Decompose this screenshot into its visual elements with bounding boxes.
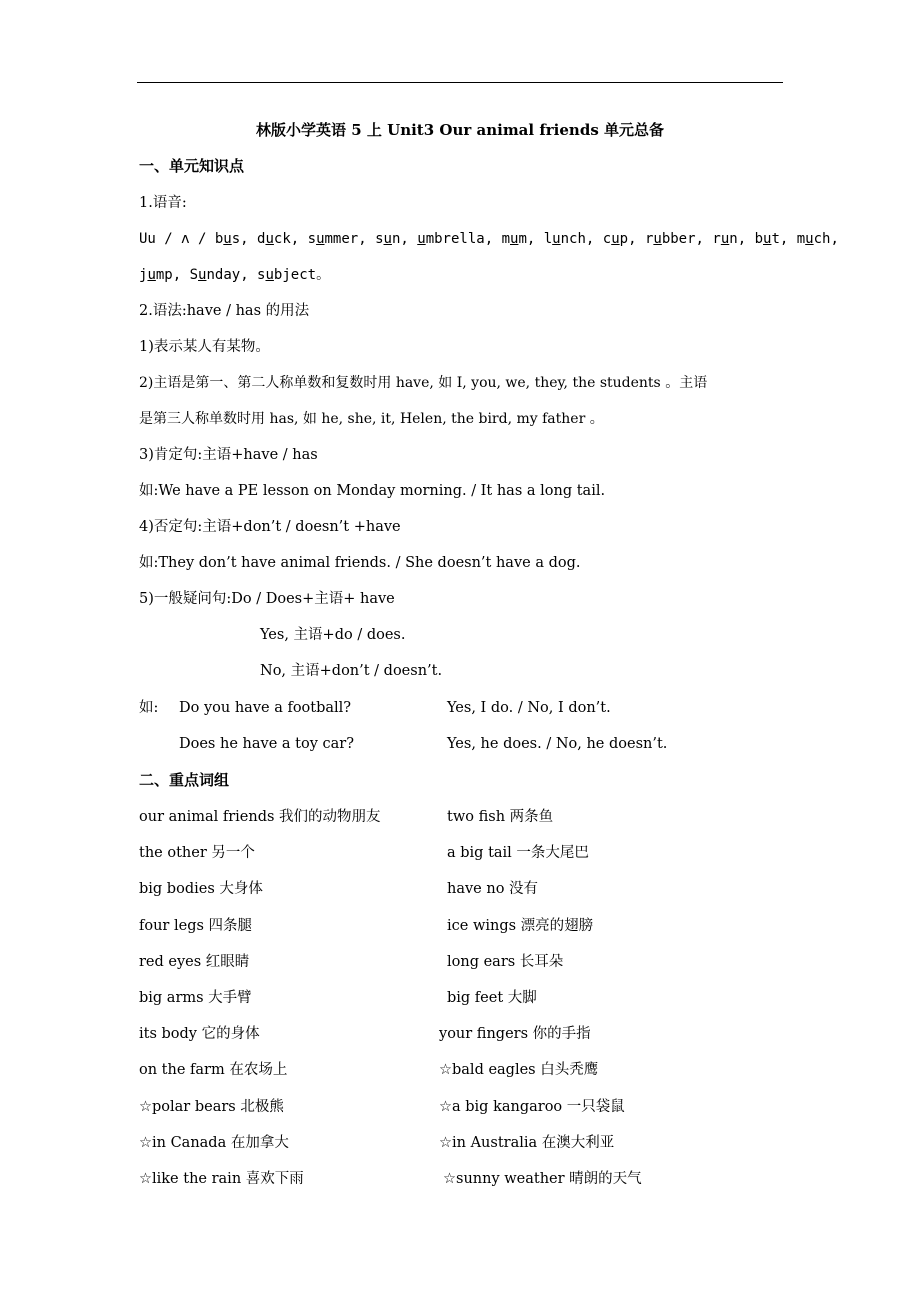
header-rule bbox=[137, 82, 783, 83]
phrase-item: long ears 长耳朵 bbox=[447, 954, 564, 970]
phonics-word: much bbox=[796, 231, 831, 247]
grammar-point-3-example: 如:We have a PE lesson on Monday morning. / It has a long tail. bbox=[139, 483, 606, 499]
phonics-word: run bbox=[712, 231, 738, 247]
phrase-item: two fish 两条鱼 bbox=[447, 809, 554, 825]
phrase-item: ice wings 漂亮的翅膀 bbox=[447, 918, 594, 934]
phonics-word: bus bbox=[214, 231, 241, 247]
phonics-word: lunch bbox=[543, 231, 586, 247]
phrase-item: on the farm 在农场上 bbox=[139, 1062, 288, 1078]
phonics-word: jump bbox=[139, 267, 173, 283]
grammar-point-1: 1)表示某人有某物。 bbox=[139, 339, 270, 355]
grammar-point-5-yes: Yes, 主语+do / does. bbox=[260, 627, 406, 643]
phonics-word: sun bbox=[375, 231, 401, 247]
phonics-word: mum bbox=[501, 231, 527, 247]
phrase-item: ☆bald eagles 白头秃鹰 bbox=[439, 1062, 599, 1078]
example-question-1: Do you have a football? bbox=[179, 700, 352, 716]
phrase-item: ☆sunny weather 晴朗的天气 bbox=[443, 1171, 642, 1187]
phrase-item: red eyes 红眼睛 bbox=[139, 954, 250, 970]
phrase-item: big feet 大脚 bbox=[447, 990, 537, 1006]
phrase-item: your fingers 你的手指 bbox=[439, 1026, 591, 1042]
section-heading-phrases: 二、重点词组 bbox=[139, 771, 230, 789]
grammar-point-2-line-2: 是第三人称单数时用 has, 如 he, she, it, Helen, the bird, my father 。 bbox=[139, 411, 604, 427]
phonics-word: summer bbox=[307, 231, 359, 247]
grammar-point-4: 4)否定句:主语+don’t / doesn’t +have bbox=[139, 519, 401, 535]
phonics-word: cup bbox=[602, 231, 629, 247]
grammar-label: 2.语法:have / has 的用法 bbox=[139, 303, 310, 319]
phrase-item: big bodies 大身体 bbox=[139, 881, 263, 897]
phonics-words-line-1: bus, duck, summer, sun, umbrella, mum, lunch, cup, rubber, run, but, much, bbox=[214, 231, 839, 247]
example-answer-1: Yes, I do. / No, I don’t. bbox=[447, 700, 611, 716]
phonics-line-1 bbox=[139, 229, 839, 249]
phrase-item: four legs 四条腿 bbox=[139, 918, 253, 934]
phrase-item: have no 没有 bbox=[447, 881, 539, 897]
phrase-item: its body 它的身体 bbox=[139, 1026, 260, 1042]
grammar-point-5-no: No, 主语+don’t / doesn’t. bbox=[260, 663, 443, 679]
grammar-point-5: 5)一般疑问句:Do / Does+主语+ have bbox=[139, 591, 395, 607]
phrase-item: ☆polar bears 北极熊 bbox=[139, 1099, 284, 1115]
phonics-word: but bbox=[754, 231, 780, 247]
example-label: 如: bbox=[139, 700, 159, 716]
grammar-point-4-example: 如:They don’t have animal friends. / She doesn’t have a dog. bbox=[139, 555, 581, 571]
phonics-line-2 bbox=[139, 265, 330, 285]
phonics-word: subject bbox=[257, 267, 317, 283]
phrase-item: ☆like the rain 喜欢下雨 bbox=[139, 1171, 304, 1187]
phonics-word: rubber bbox=[644, 231, 696, 247]
phrase-item: the other 另一个 bbox=[139, 845, 255, 861]
document-title: 林版小学英语 5 上 Unit3 Our animal friends 单元总备 bbox=[256, 121, 664, 139]
example-question-2: Does he have a toy car? bbox=[179, 736, 354, 752]
grammar-point-2-line-1: 2)主语是第一、第二人称单数和复数时用 have, 如 I, you, we, they, the students 。主语 bbox=[139, 375, 708, 391]
section-heading-knowledge: 一、单元知识点 bbox=[139, 157, 245, 175]
phrase-item: ☆in Canada 在加拿大 bbox=[139, 1135, 289, 1151]
phonics-word: umbrella bbox=[417, 231, 485, 247]
phrase-item: ☆in Australia 在澳大利亚 bbox=[439, 1135, 615, 1151]
phonics-label: 1.语音: bbox=[139, 195, 187, 211]
phrase-item: big arms 大手臂 bbox=[139, 990, 252, 1006]
phonics-word: duck bbox=[257, 231, 291, 247]
phrase-item: our animal friends 我们的动物朋友 bbox=[139, 809, 381, 825]
phonics-word: Sunday bbox=[189, 267, 241, 283]
phrase-item: a big tail 一条大尾巴 bbox=[447, 845, 589, 861]
grammar-point-3: 3)肯定句:主语+have / has bbox=[139, 447, 318, 463]
phonics-prefix: Uu / ʌ / bbox=[139, 231, 215, 247]
phrase-item: ☆a big kangaroo 一只袋鼠 bbox=[439, 1099, 625, 1115]
example-answer-2: Yes, he does. / No, he doesn’t. bbox=[447, 736, 668, 752]
phonics-words-line-2: jump, Sunday, subject。 bbox=[139, 267, 331, 283]
